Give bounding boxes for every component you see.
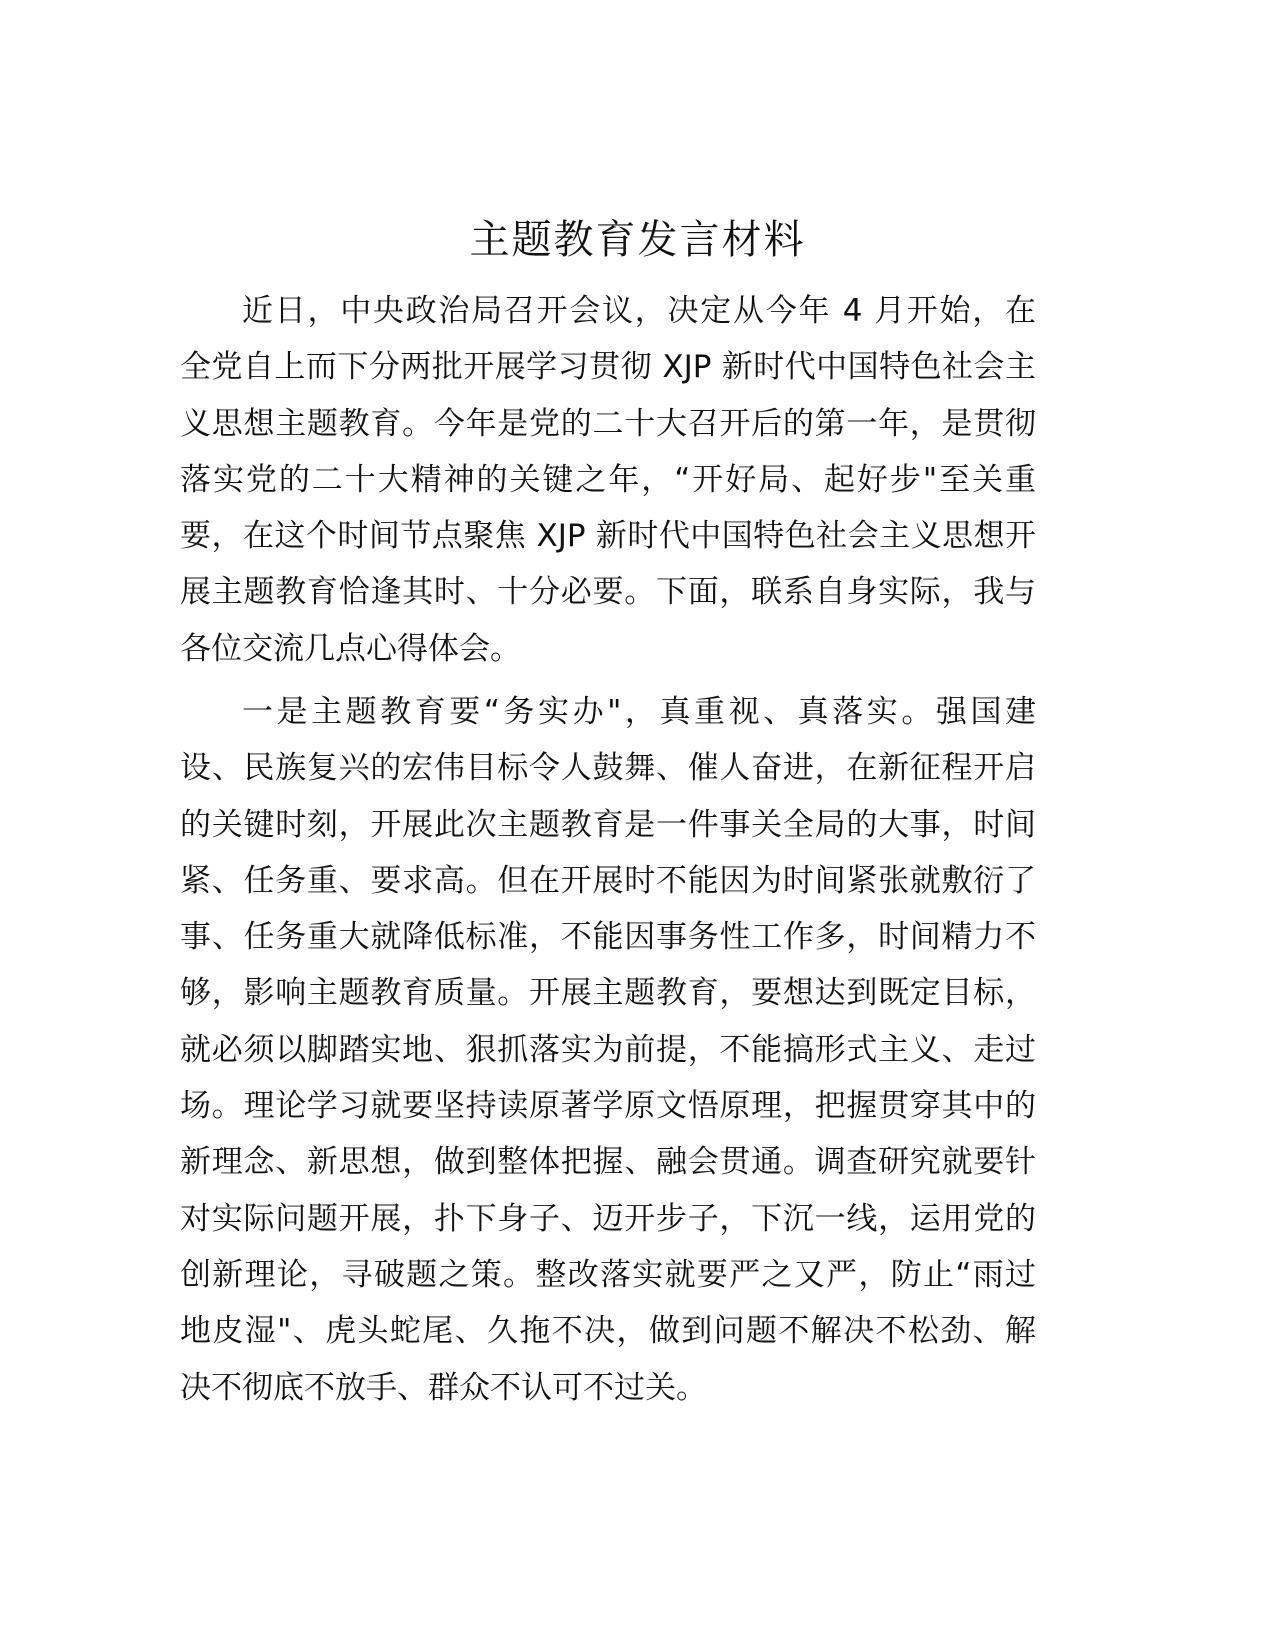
text-line: 紧、任务重、要求高。但在开展时不能因为时间紧张就敷衍了 [180, 862, 1036, 899]
text-line: 地皮湿"、虎头蛇尾、久拖不决，做到问题不解决不松劲、解 [180, 1313, 1036, 1350]
text-line: 展主题教育恰逢其时、十分必要。下面，联系自身实际，我与 [180, 574, 1036, 611]
text-line: 要，在这个时间节点聚焦 XJP 新时代中国特色社会主义思想开 [180, 518, 1036, 555]
text-line: 场。理论学习就要坚持读原著学原文悟原理，把握贯穿其中的 [180, 1088, 1036, 1125]
paragraph-intro [180, 283, 1036, 677]
paragraph-point-one [180, 684, 1036, 1416]
text-line: 全党自上而下分两批开展学习贯彻 XJP 新时代中国特色社会主 [180, 349, 1036, 386]
text-line: 近日，中央政治局召开会议，决定从今年 4 月开始，在 [242, 293, 1036, 329]
text-line: 创新理论，寻破题之策。整改落实就要严之又严，防止“雨过 [180, 1256, 1036, 1293]
text-line: 够，影响主题教育质量。开展主题教育，要想达到既定目标， [180, 975, 1036, 1012]
text-line: 的关键时刻，开展此次主题教育是一件事关全局的大事，时间 [180, 806, 1036, 843]
text-line: 各位交流几点心得体会。 [180, 630, 521, 667]
text-line: 事、任务重大就降低标准，不能因事务性工作多，时间精力不 [180, 919, 1036, 956]
document-title: 主题教育发言材料 [469, 217, 806, 263]
text-line: 就必须以脚踏实地、狠抓落实为前提，不能搞形式主义、走过 [180, 1031, 1036, 1068]
text-line: 新理念、新思想，做到整体把握、融会贯通。调查研究就要针 [180, 1144, 1036, 1181]
text-line: 对实际问题开展，扑下身子、迈开步子，下沉一线，运用党的 [180, 1200, 1036, 1237]
text-line: 落实党的二十大精神的关键之年，“开好局、起好步"至关重 [180, 461, 1036, 498]
text-line: 设、民族复兴的宏伟目标令人鼓舞、催人奋进，在新征程开启 [180, 750, 1036, 787]
text-line: 一是主题教育要“务实办"，真重视、真落实。强国建 [242, 694, 1036, 730]
text-line: 义思想主题教育。今年是党的二十大召开后的第一年，是贯彻 [180, 405, 1036, 442]
text-line: 决不彻底不放手、群众不认可不过关。 [180, 1369, 707, 1406]
